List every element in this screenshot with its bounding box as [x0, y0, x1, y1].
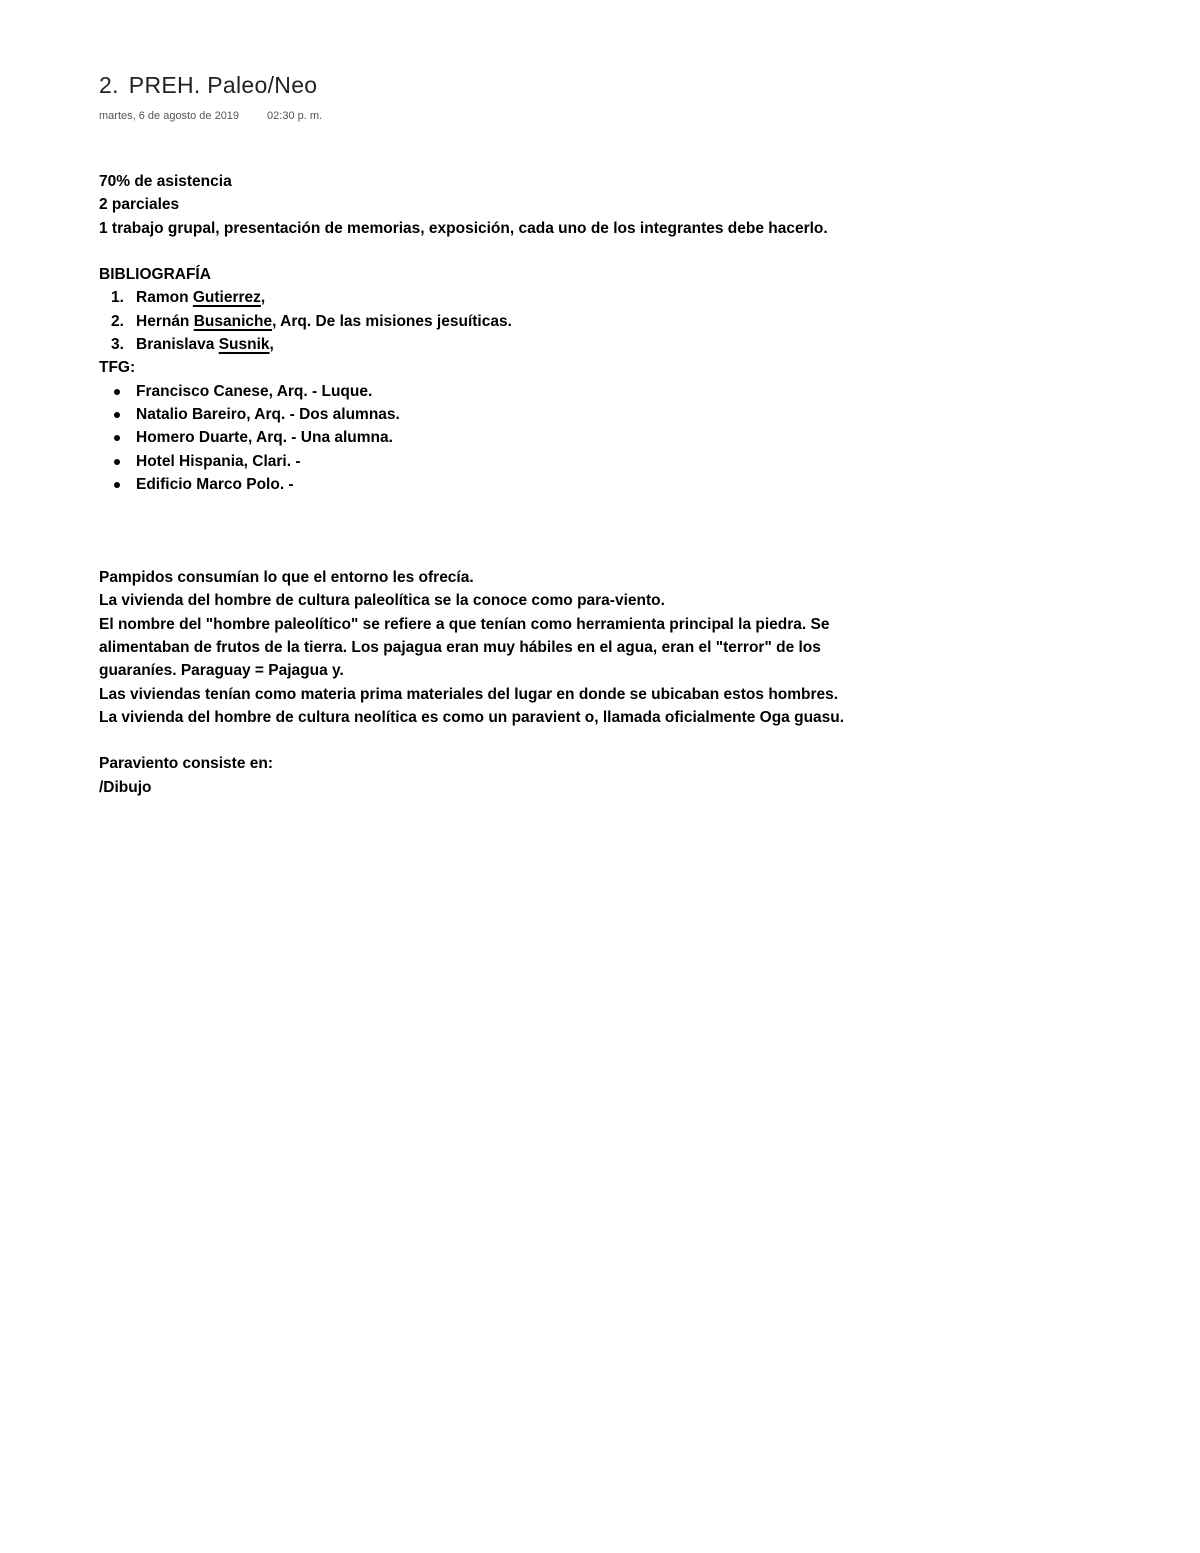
bibliography-heading: BIBLIOGRAFÍA [99, 266, 211, 284]
list-item-text: Hotel Hispania, Clari. - [136, 452, 301, 470]
note-line: guaraníes. Paraguay = Pajagua y. [99, 662, 344, 680]
list-item [99, 333, 899, 356]
bullet-icon [114, 482, 120, 488]
closing-line: /Dibujo [99, 778, 152, 796]
spacer [99, 729, 899, 752]
item-rest: , [269, 336, 274, 354]
list-item [99, 286, 899, 309]
bullet-icon [114, 459, 120, 465]
author-first-name: Branislava [136, 336, 219, 354]
note-line: Las viviendas tenían como materia prima materiales del lugar en donde se ubicaban estos hombres. [99, 685, 839, 703]
page-date: martes, 6 de agosto de 2019 [99, 110, 240, 122]
author-first-name: Hernán [136, 312, 194, 330]
intro-line: 1 trabajo grupal, presentación de memorias, exposición, cada uno de los integrantes debe hacerlo. [99, 219, 828, 237]
spacer [99, 240, 899, 263]
spacer [99, 496, 899, 566]
page-title [99, 72, 317, 99]
list-number: 2. [111, 312, 124, 330]
page-title-number: 2. [99, 72, 119, 98]
closing-line: Paraviento consiste en: [99, 755, 274, 773]
note-line: El nombre del "hombre paleolítico" se refiere a que tenían como herramienta principal la piedra. Se [99, 615, 830, 633]
page-timestamp [99, 110, 322, 122]
list-item [99, 380, 899, 403]
list-number: 1. [111, 289, 124, 307]
bullet-icon [114, 412, 120, 418]
note-line: La vivienda del hombre de cultura paleolítica se la conoce como para-viento. [99, 592, 665, 610]
author-surname: Susnik [218, 336, 270, 354]
list-item-text: Edificio Marco Polo. - [136, 475, 294, 493]
item-rest: , [260, 289, 266, 307]
list-item [99, 403, 899, 426]
author-first-name: Ramon [136, 289, 193, 307]
list-item [99, 310, 899, 333]
tfg-heading: TFG: [99, 359, 136, 377]
list-number: 3. [111, 336, 124, 354]
list-item [99, 450, 899, 473]
list-item-text: Natalio Bareiro, Arq. - Dos alumnas. [136, 405, 400, 423]
page-time: 02:30 p. m. [267, 110, 323, 122]
list-item-text: Homero Duarte, Arq. - Una alumna. [136, 429, 393, 447]
item-rest: , Arq. De las misiones jesuíticas. [272, 312, 512, 330]
note-body[interactable] [99, 170, 899, 799]
tfg-list [99, 380, 899, 496]
list-item [99, 426, 899, 449]
author-surname: Busaniche [193, 312, 273, 330]
note-line: Pampidos consumían lo que el entorno les ofrecía. [99, 569, 474, 587]
intro-line: 2 parciales [99, 196, 180, 214]
bullet-icon [114, 435, 120, 441]
note-line: La vivienda del hombre de cultura neolítica es como un paravient o, llamada oficialmente Oga guasu. [99, 708, 845, 726]
bullet-icon [114, 389, 120, 395]
bibliography-list [99, 286, 899, 356]
note-line: alimentaban de frutos de la tierra. Los pajagua eran muy hábiles en el agua, eran el "terror" de los [99, 638, 821, 656]
author-surname: Gutierrez [192, 289, 261, 307]
list-item-text: Francisco Canese, Arq. - Luque. [136, 382, 373, 400]
page-title-text: PREH. Paleo/Neo [128, 72, 318, 98]
intro-line: 70% de asistencia [99, 173, 232, 190]
list-item [99, 473, 899, 496]
